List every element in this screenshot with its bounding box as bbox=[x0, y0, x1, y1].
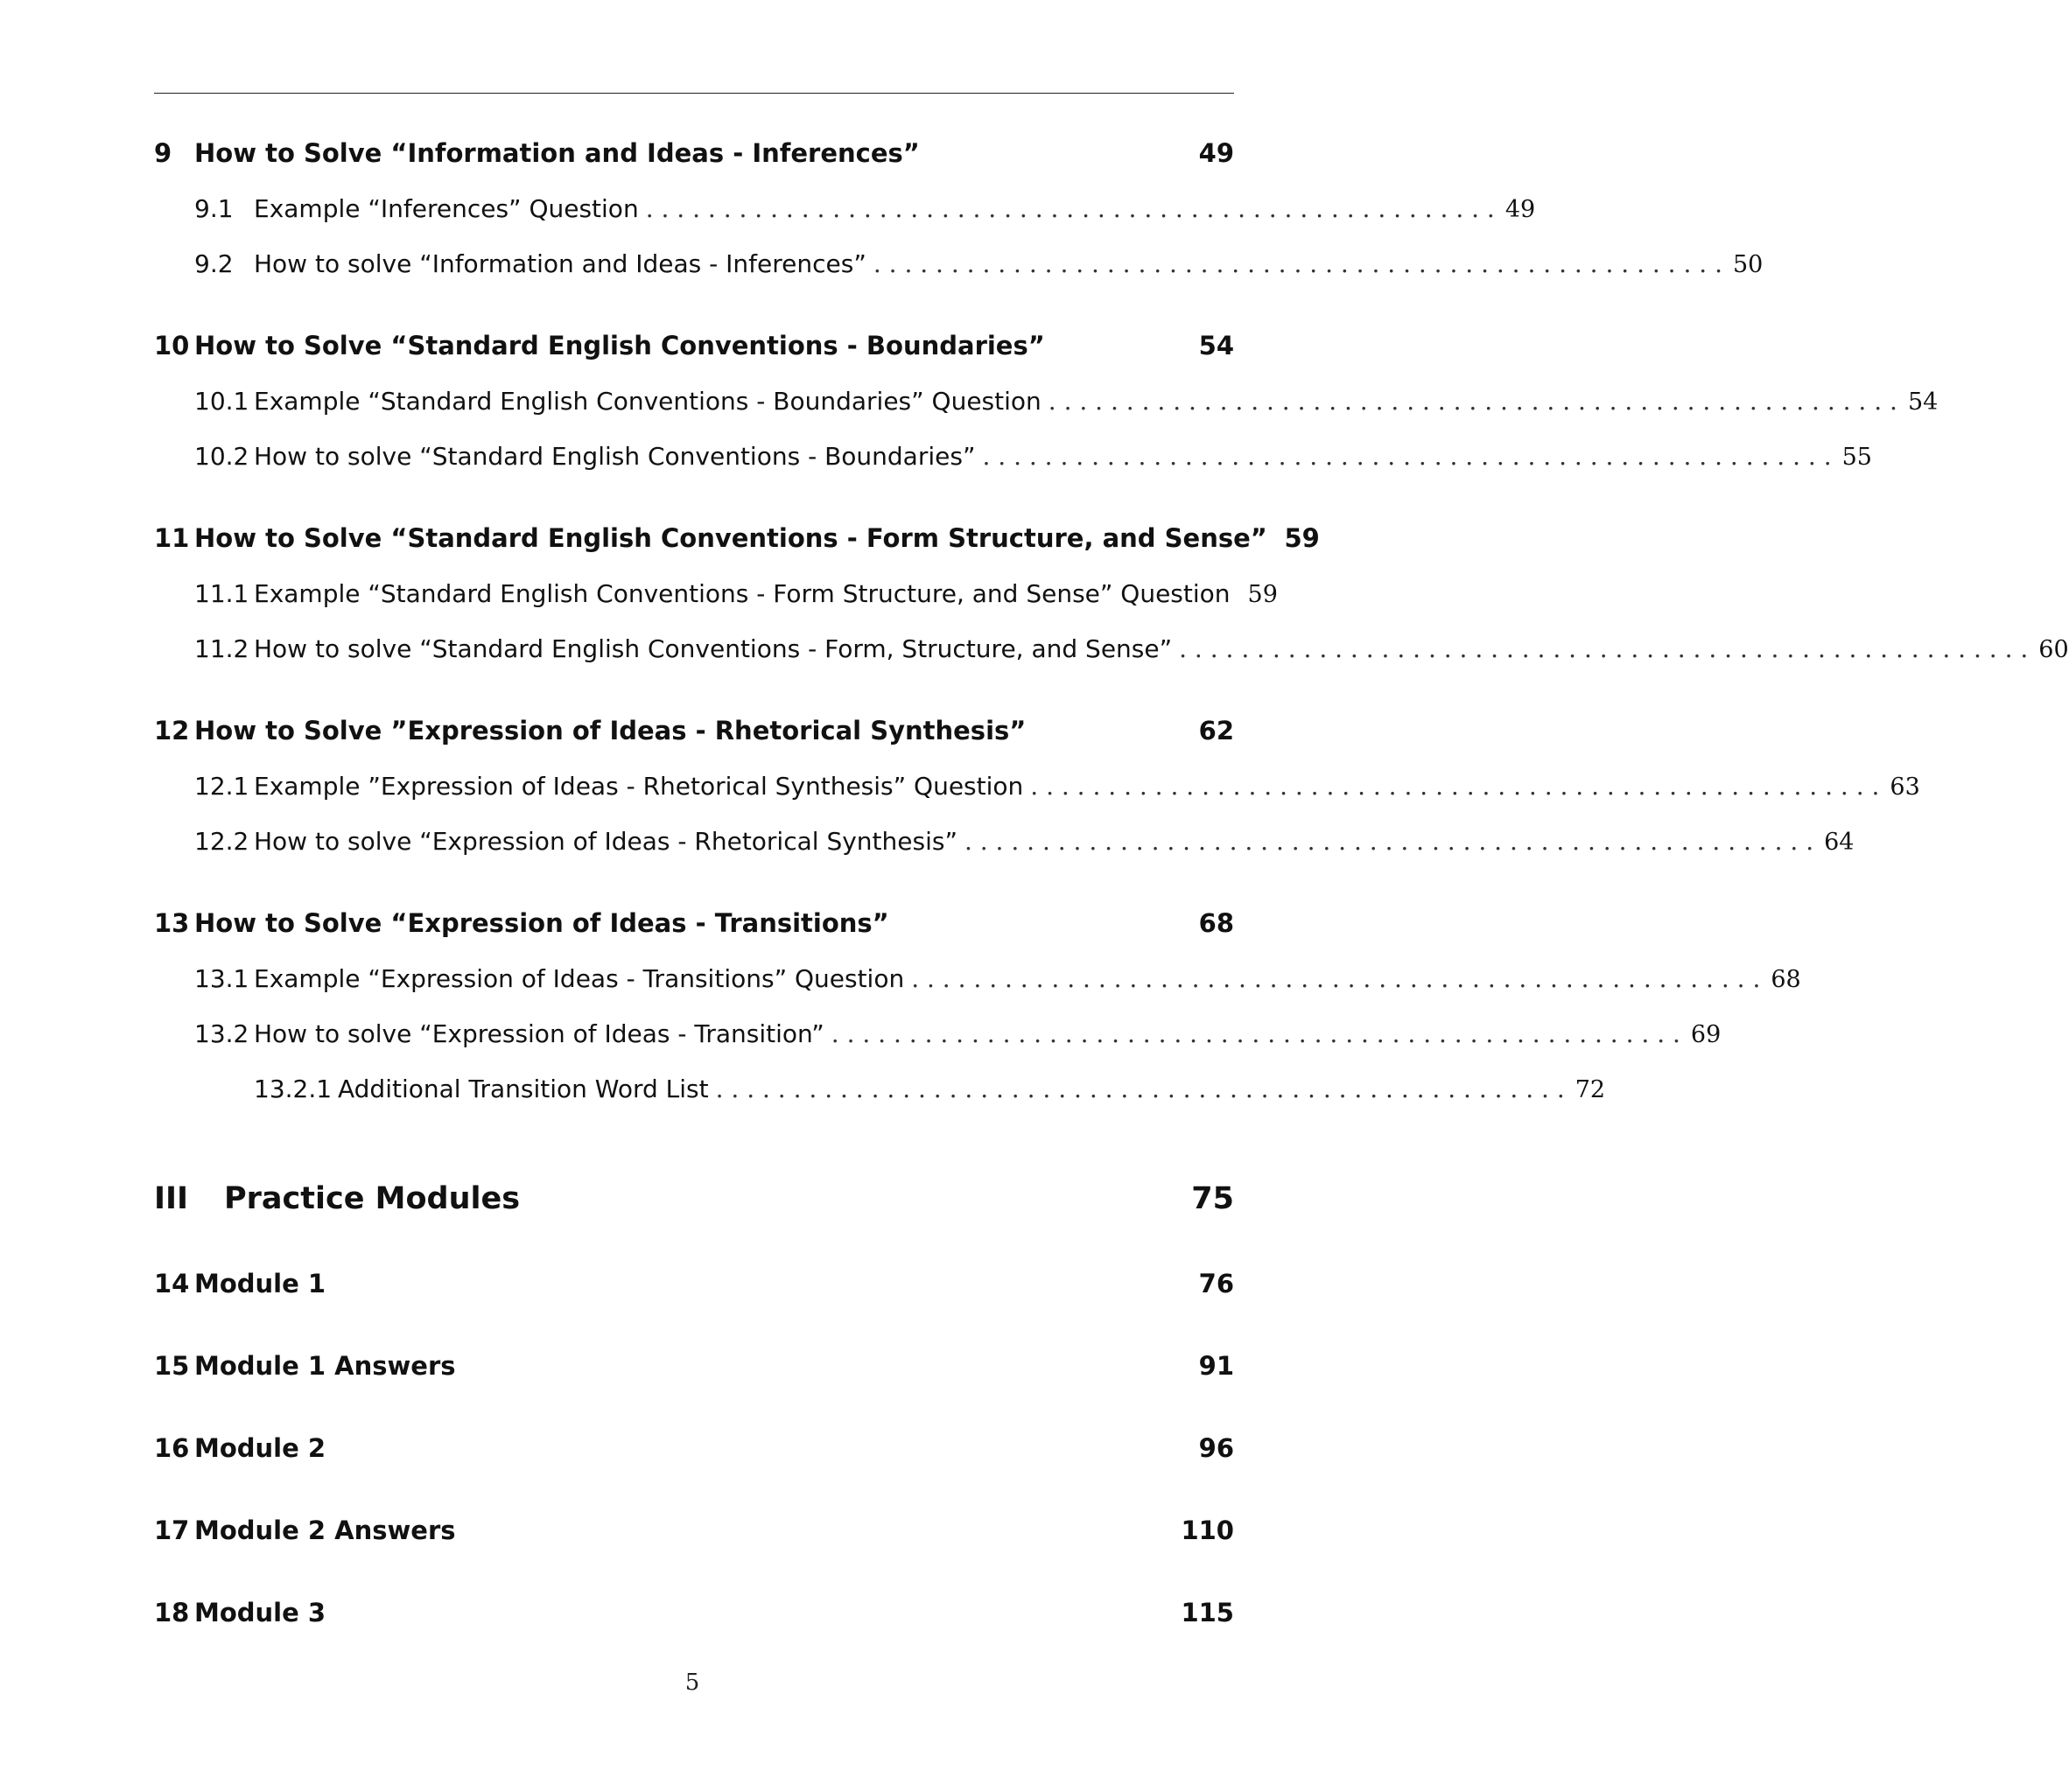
toc-section-11-1[interactable] bbox=[194, 579, 1278, 608]
chapter-page: 110 bbox=[1181, 1516, 1234, 1545]
section-title: How to solve “Expression of Ideas - Rhetorical Synthesis” bbox=[254, 827, 957, 856]
section-number: 10.2 bbox=[194, 442, 249, 471]
toc-chapter-18[interactable] bbox=[154, 1598, 1234, 1628]
header-rule bbox=[154, 93, 1234, 94]
subsection-title: Additional Transition Word List bbox=[338, 1074, 709, 1103]
chapter-page: 49 bbox=[1198, 138, 1234, 168]
chapter-page: 54 bbox=[1198, 331, 1234, 360]
section-page: 64 bbox=[1824, 829, 1855, 856]
section-number: 9.2 bbox=[194, 249, 234, 278]
toc-chapter-10[interactable] bbox=[154, 331, 1234, 360]
toc-chapter-16[interactable] bbox=[154, 1433, 1234, 1463]
chapter-page: 62 bbox=[1198, 716, 1234, 746]
section-title: How to solve “Standard English Conventions - Boundaries” bbox=[254, 442, 976, 471]
toc-section-10-1[interactable] bbox=[194, 387, 1939, 416]
chapter-page: 91 bbox=[1198, 1351, 1234, 1381]
toc-section-10-2[interactable] bbox=[194, 442, 1872, 471]
dot-leader: . . . . . . . . . . . . . . . . . . . . . . . . . . . . . . . . . . . . . . . . . . . . . . . . . . . . . . . bbox=[1030, 772, 1880, 801]
section-page: 55 bbox=[1841, 444, 1872, 471]
section-page: 54 bbox=[1907, 388, 1939, 416]
dot-leader: . . . . . . . . . . . . . . . . . . . . . . . . . . . . . . . . . . . . . . . . . . . . . . . . . . . . . . . bbox=[1048, 387, 1897, 416]
chapter-page: 96 bbox=[1198, 1433, 1234, 1463]
dot-leader: . . . . . . . . . . . . . . . . . . . . . . . . . . . . . . . . . . . . . . . . . . . . . . . . . . . . . . . bbox=[982, 442, 1832, 471]
chapter-title: How to Solve “Expression of Ideas - Transitions” bbox=[194, 908, 889, 938]
dot-leader: . . . . . . . . . . . . . . . . . . . . . . . . . . . . . . . . . . . . . . . . . . . . . . . . . . . . . . . bbox=[715, 1074, 1565, 1103]
toc-section-13-1[interactable] bbox=[194, 964, 1801, 993]
chapter-number: 17 bbox=[154, 1516, 190, 1545]
part-page: 75 bbox=[1191, 1181, 1234, 1216]
section-page: 50 bbox=[1733, 251, 1764, 278]
section-title: Example “Inferences” Question bbox=[254, 194, 639, 223]
toc-chapter-15[interactable] bbox=[154, 1351, 1234, 1381]
section-number: 11.1 bbox=[194, 579, 249, 608]
section-number: 12.1 bbox=[194, 772, 249, 801]
toc-section-13-2[interactable] bbox=[194, 1019, 1722, 1048]
subsection-number: 13.2.1 bbox=[254, 1074, 333, 1103]
toc-chapter-11[interactable] bbox=[154, 523, 1320, 553]
dot-leader: . . . . . . . . . . . . . . . . . . . . . . . . . . . . . . . . . . . . . . . . . . . . . . . . . . . . . . . bbox=[1179, 634, 2029, 663]
dot-leader: . . . . . . . . . . . . . . . . . . . . . . . . . . . . . . . . . . . . . . . . . . . . . . . . . . . . . . . bbox=[831, 1019, 1680, 1048]
chapter-number: 10 bbox=[154, 331, 190, 360]
section-page: 63 bbox=[1890, 774, 1920, 801]
section-page: 49 bbox=[1504, 196, 1536, 223]
toc-chapter-9[interactable] bbox=[154, 138, 1234, 168]
section-number: 13.2 bbox=[194, 1019, 249, 1048]
toc-section-9-1[interactable] bbox=[194, 194, 1536, 223]
chapter-title: Module 2 Answers bbox=[194, 1516, 456, 1545]
chapter-page: 115 bbox=[1181, 1598, 1234, 1628]
chapter-number: 18 bbox=[154, 1598, 190, 1628]
section-title: Example “Expression of Ideas - Transitions” Question bbox=[254, 964, 905, 993]
section-title: How to solve “Standard English Conventions - Form, Structure, and Sense” bbox=[254, 634, 1173, 663]
chapter-number: 15 bbox=[154, 1351, 190, 1381]
section-title: Example ”Expression of Ideas - Rhetorical Synthesis” Question bbox=[254, 772, 1024, 801]
section-title: How to solve “Expression of Ideas - Transition” bbox=[254, 1019, 824, 1048]
chapter-number: 13 bbox=[154, 908, 190, 938]
toc-section-9-2[interactable] bbox=[194, 249, 1764, 278]
chapter-number: 11 bbox=[154, 523, 190, 553]
chapter-number: 14 bbox=[154, 1269, 190, 1298]
section-page: 69 bbox=[1690, 1021, 1722, 1048]
section-number: 12.2 bbox=[194, 827, 249, 856]
part-title: Practice Modules bbox=[224, 1181, 521, 1216]
chapter-title: Module 2 bbox=[194, 1433, 326, 1463]
section-title: Example “Standard English Conventions - Boundaries” Question bbox=[254, 387, 1042, 416]
toc-chapter-12[interactable] bbox=[154, 716, 1234, 746]
section-page: 68 bbox=[1771, 966, 1801, 993]
section-number: 13.1 bbox=[194, 964, 249, 993]
page-number: 5 bbox=[684, 1670, 700, 1696]
section-number: 10.1 bbox=[194, 387, 249, 416]
dot-leader: . . . . . . . . . . . . . . . . . . . . . . . . . . . . . . . . . . . . . . . . . . . . . . . . . . . . . . . bbox=[964, 827, 1814, 856]
chapter-title: Module 1 bbox=[194, 1269, 326, 1298]
toc-chapter-13[interactable] bbox=[154, 908, 1234, 938]
section-number: 11.2 bbox=[194, 634, 249, 663]
toc-chapter-17[interactable] bbox=[154, 1516, 1234, 1545]
toc-subsection-13-2-1[interactable] bbox=[254, 1074, 1606, 1103]
toc-part-iii[interactable] bbox=[154, 1181, 1234, 1216]
toc-section-12-2[interactable] bbox=[194, 827, 1855, 856]
section-page: 60 bbox=[2038, 636, 2069, 663]
part-number: III bbox=[154, 1181, 189, 1216]
chapter-number: 9 bbox=[154, 138, 172, 168]
dot-leader: . . . . . . . . . . . . . . . . . . . . . . . . . . . . . . . . . . . . . . . . . . . . . . . . . . . . . . . bbox=[911, 964, 1761, 993]
chapter-page: 59 bbox=[1284, 523, 1320, 553]
chapter-number: 16 bbox=[154, 1433, 190, 1463]
section-title: Example “Standard English Conventions - Form Structure, and Sense” Question bbox=[254, 579, 1231, 608]
chapter-title: Module 3 bbox=[194, 1598, 326, 1628]
chapter-title: Module 1 Answers bbox=[194, 1351, 456, 1381]
toc-section-11-2[interactable] bbox=[194, 634, 2069, 663]
subsection-page: 72 bbox=[1575, 1076, 1606, 1103]
chapter-page: 68 bbox=[1198, 908, 1234, 938]
dot-leader: . . . . . . . . . . . . . . . . . . . . . . . . . . . . . . . . . . . . . . . . . . . . . . . . . . . . . . . bbox=[873, 249, 1722, 278]
toc-chapter-14[interactable] bbox=[154, 1269, 1234, 1298]
chapter-title: How to Solve ”Expression of Ideas - Rhetorical Synthesis” bbox=[194, 716, 1027, 746]
dot-leader: . . . . . . . . . . . . . . . . . . . . . . . . . . . . . . . . . . . . . . . . . . . . . . . . . . . . . . . bbox=[645, 194, 1495, 223]
chapter-page: 76 bbox=[1198, 1269, 1234, 1298]
chapter-number: 12 bbox=[154, 716, 190, 746]
toc-section-12-1[interactable] bbox=[194, 772, 1920, 801]
section-title: How to solve “Information and Ideas - Inferences” bbox=[254, 249, 866, 278]
section-number: 9.1 bbox=[194, 194, 234, 223]
section-page: 59 bbox=[1247, 581, 1278, 608]
chapter-title: How to Solve “Standard English Conventions - Form Structure, and Sense” bbox=[194, 523, 1267, 553]
chapter-title: How to Solve “Standard English Conventions - Boundaries” bbox=[194, 331, 1045, 360]
chapter-title: How to Solve “Information and Ideas - Inferences” bbox=[194, 138, 920, 168]
